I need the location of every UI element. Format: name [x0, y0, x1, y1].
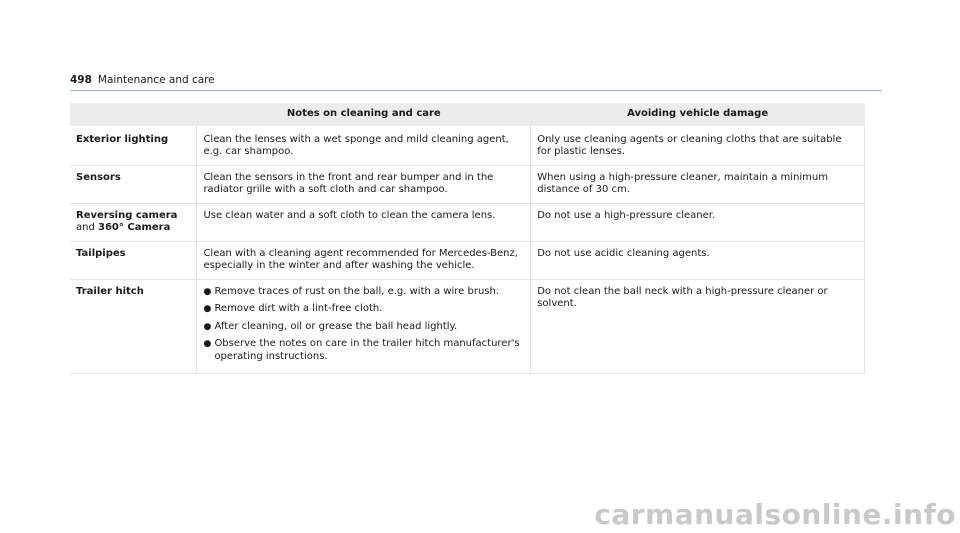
row-topic-line1: Reversing camera [76, 209, 178, 221]
row-topic: Tailpipes [70, 241, 197, 279]
bullet-icon: ● [203, 286, 212, 297]
table-row [70, 279, 865, 374]
bullet-icon: ● [203, 304, 212, 314]
page-header [70, 72, 882, 91]
row-avoid-note: Only use cleaning agents or cleaning cloths that are suitable for plastic lenses. [531, 126, 865, 166]
row-avoid-note: Do not clean the ball neck with a high-pressure cleaner or solvent. [531, 279, 865, 374]
row-topic [70, 203, 197, 241]
row-topic: Trailer hitch [70, 279, 197, 374]
row-avoid-note: Do not use acidic cleaning agents. [531, 241, 865, 279]
list-item [203, 303, 524, 316]
list-item [203, 286, 524, 299]
header-cell-topic [70, 103, 197, 126]
row-avoid-note: Do not use a high-pressure cleaner. [531, 203, 865, 241]
table-row [70, 165, 865, 203]
cleaning-care-table [70, 103, 865, 374]
bullet-list [203, 286, 524, 364]
table-row [70, 126, 865, 166]
row-clean-bullets [197, 279, 531, 374]
section-title: Maintenance and care [97, 74, 215, 86]
bullet-text: Observe the notes on care in the trailer hitch manufacturer's operating instructions. [214, 338, 520, 362]
row-topic-line2 [76, 222, 190, 235]
header-cell-notes: Notes on cleaning and care [197, 103, 531, 126]
row-avoid-note: When using a high-pressure cleaner, maintain a minimum distance of 30 cm. [531, 165, 865, 203]
row-topic: Exterior lighting [70, 126, 197, 166]
table-header-row [70, 103, 865, 126]
header-cell-avoid: Avoiding vehicle damage [531, 103, 865, 126]
row-topic: Sensors [70, 165, 197, 203]
bullet-icon: ● [203, 321, 212, 332]
list-item [203, 321, 524, 334]
topic-prefix: and [76, 222, 98, 233]
row-clean-note: Clean the sensors in the front and rear bumper and in the radiator grille with a soft cloth and car shampoo. [197, 165, 531, 203]
bullet-text: Remove dirt with a lint-free cloth. [214, 303, 383, 314]
topic-360-camera: 360° Camera [98, 222, 171, 233]
table-row [70, 241, 865, 279]
table-row [70, 203, 865, 241]
row-clean-note: Clean with a cleaning agent recommended for Mercedes-Benz, especially in the winter and after washing the vehicle. [197, 241, 531, 279]
bullet-icon: ● [203, 339, 212, 349]
list-item [203, 338, 524, 363]
row-clean-note: Use clean water and a soft cloth to clean the camera lens. [197, 203, 531, 241]
bullet-text: After cleaning, oil or grease the ball head lightly. [214, 320, 458, 332]
bullet-text: Remove traces of rust on the ball, e.g. with a wire brush. [214, 285, 500, 297]
row-clean-note: Clean the lenses with a wet sponge and mild cleaning agent, e.g. car shampoo. [197, 126, 531, 166]
page-number: 498 [70, 74, 92, 86]
watermark-text: carmanualsonline.info [594, 498, 956, 531]
